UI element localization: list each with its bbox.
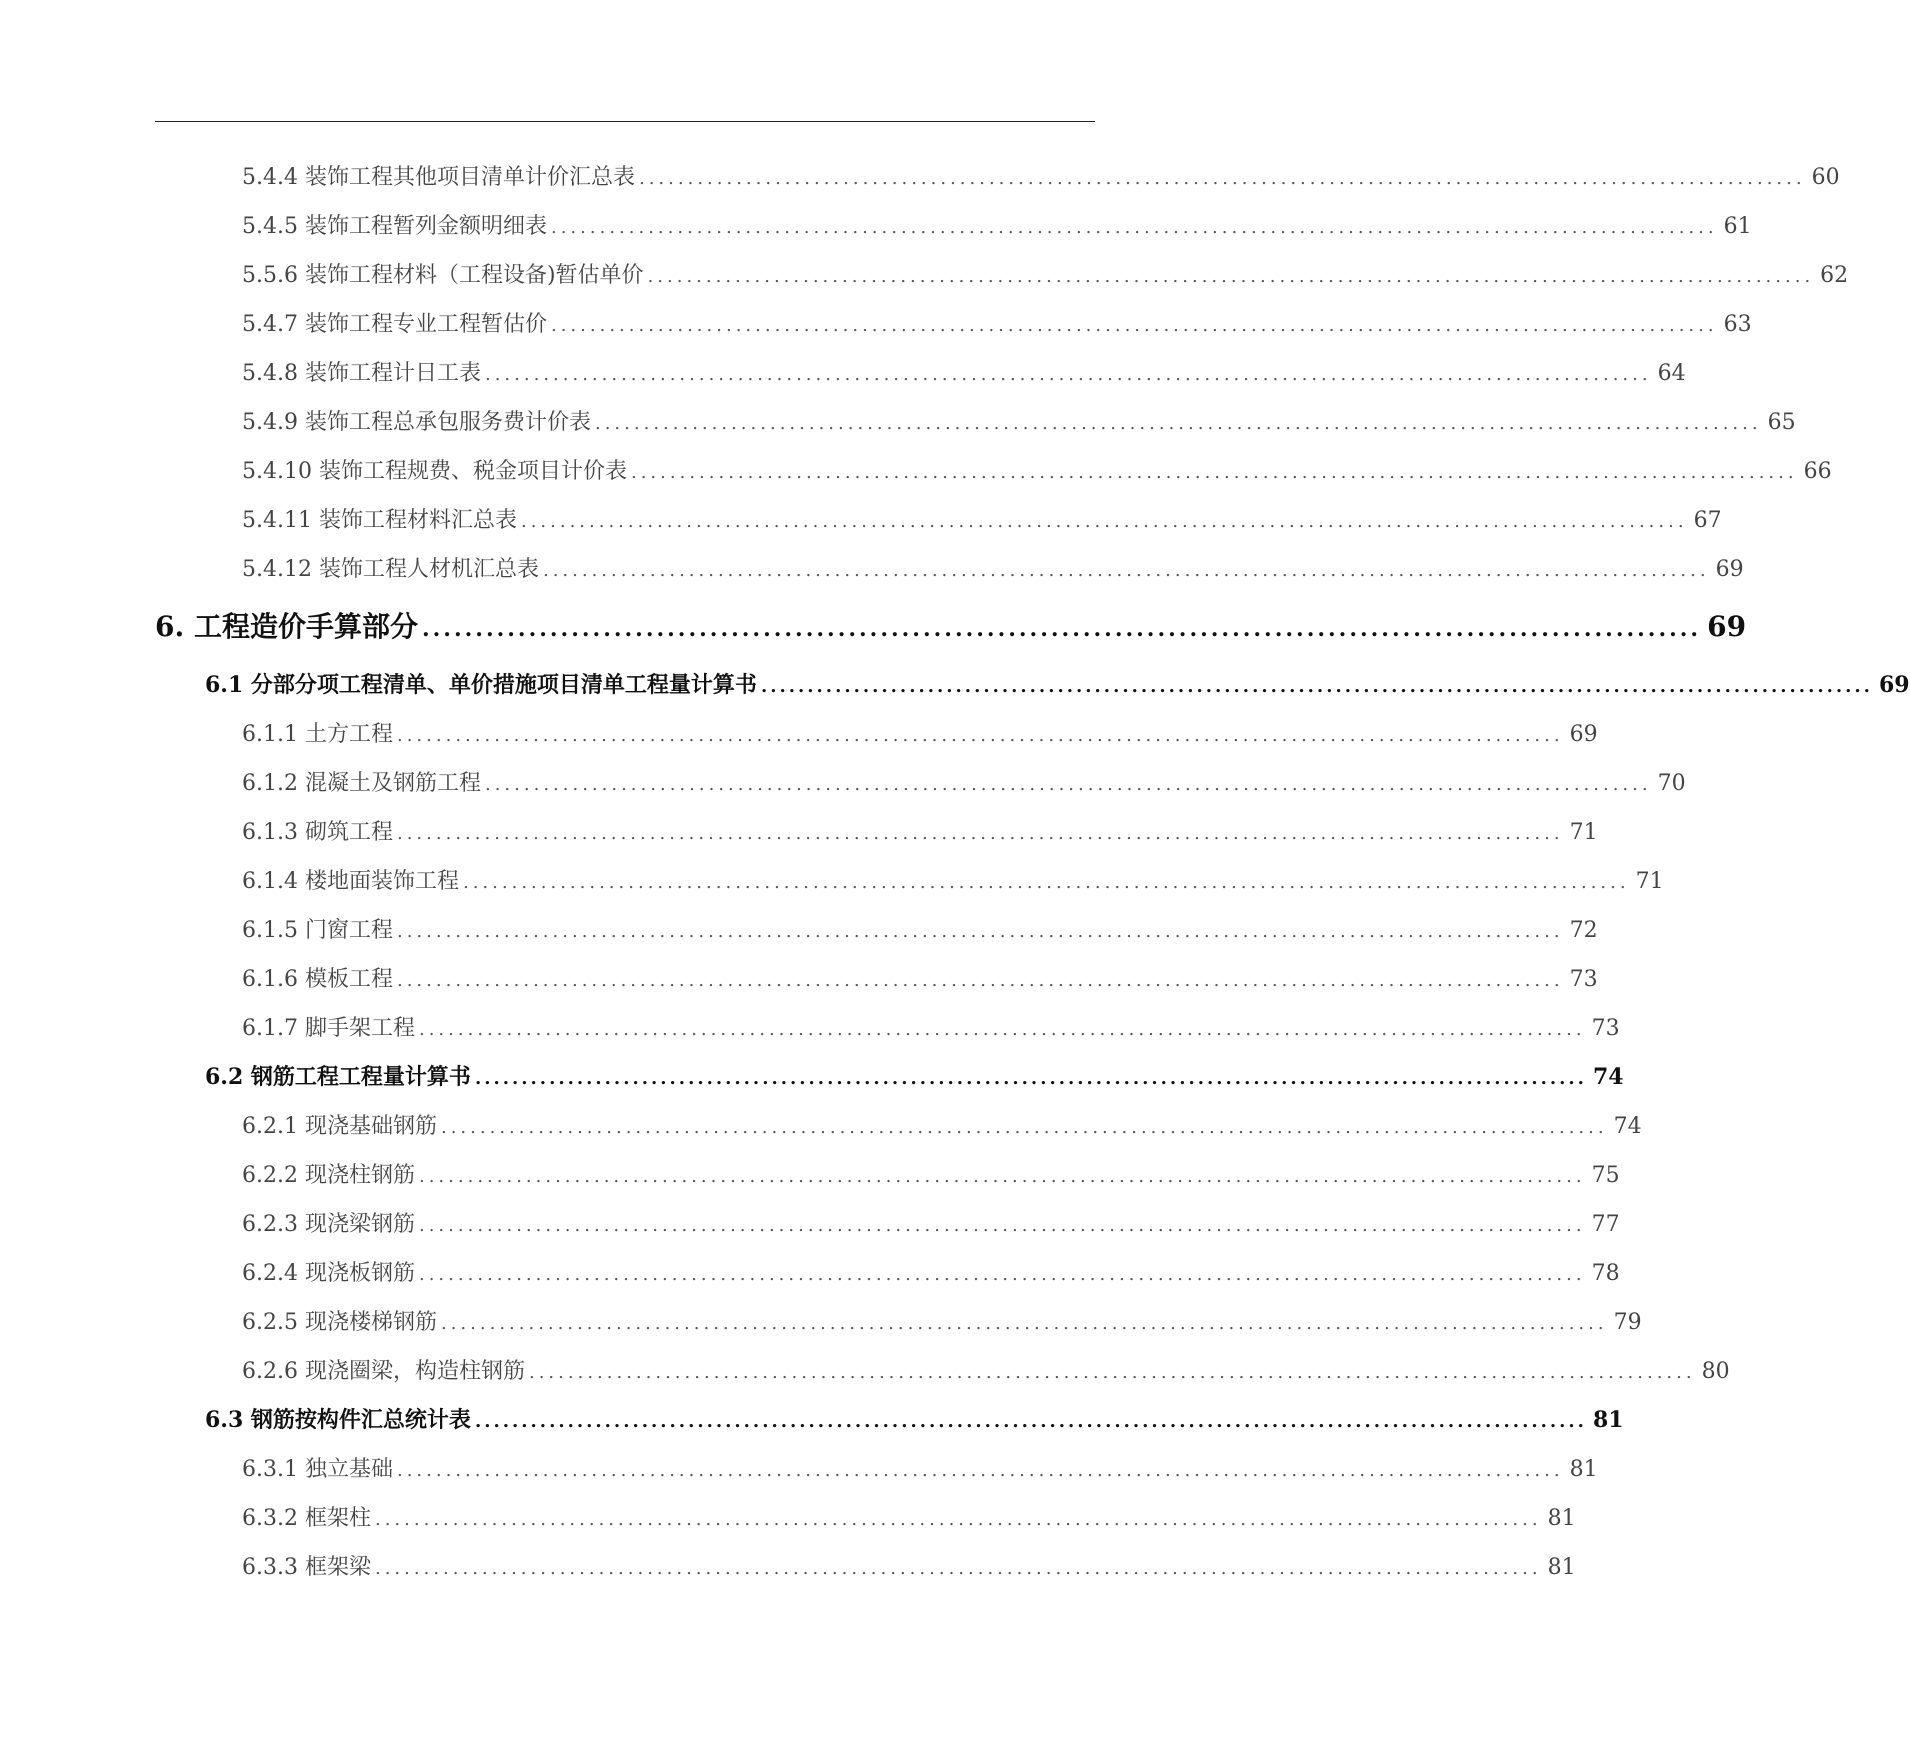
- toc-leader-dots: ........................................................................................................................: [440, 1117, 1608, 1138]
- toc-entry[interactable]: [242, 864, 1664, 895]
- toc-entry-label: 5.5.6 装饰工程材料（工程设备)暂估单价: [242, 263, 644, 288]
- toc-entry-label: 6.1.6 模板工程: [242, 967, 393, 992]
- toc-entry[interactable]: [242, 1011, 1620, 1042]
- toc-leader-dots: ........................................................................................................................: [638, 168, 1806, 189]
- toc-entry[interactable]: [242, 1109, 1642, 1140]
- toc-page-number: 67: [1693, 508, 1722, 533]
- toc-page-number: 78: [1591, 1261, 1620, 1286]
- toc-entry-label: 6.2.6 现浇圈梁，构造柱钢筋: [242, 1359, 525, 1384]
- toc-leader-dots: ........................................................................................................................: [474, 1411, 1587, 1432]
- toc-leader-dots: ........................................................................................................................: [462, 872, 1630, 893]
- toc-entry[interactable]: [242, 815, 1598, 846]
- toc-page-number: 81: [1547, 1506, 1576, 1531]
- toc-leader-dots: ........................................................................................................................: [630, 462, 1798, 483]
- toc-leader-dots: ........................................................................................................................: [374, 1509, 1542, 1530]
- toc-entry-label: 5.4.5 装饰工程暂列金额明细表: [242, 214, 547, 239]
- toc-entry[interactable]: [242, 1158, 1620, 1189]
- toc-page-number: 80: [1701, 1359, 1730, 1384]
- toc-leader-dots: ........................................................................................................................: [418, 1264, 1586, 1285]
- toc-page-number: 74: [1613, 1114, 1642, 1139]
- toc-leader-dots: ........................................................................................................................: [550, 217, 1718, 238]
- toc-entry-label: 6.1.2 混凝土及钢筋工程: [242, 771, 481, 796]
- toc-leader-dots: ........................................................................................................................: [418, 1019, 1586, 1040]
- toc-entry-label: 6.1.4 楼地面装饰工程: [242, 869, 459, 894]
- toc-page-number: 60: [1811, 165, 1840, 190]
- toc-page-number: 74: [1592, 1064, 1624, 1090]
- toc-page-number: 69: [1715, 557, 1744, 582]
- toc-entry-label: 6.1.1 土方工程: [242, 722, 393, 747]
- toc-entry[interactable]: [242, 1256, 1620, 1287]
- toc-section-label: 6.2 钢筋工程工程量计算书: [205, 1064, 471, 1090]
- toc-entry-label: 6.3.3 框架梁: [242, 1555, 371, 1580]
- toc-page-number: 71: [1635, 869, 1664, 894]
- toc-leader-dots: ........................................................................................................................: [484, 364, 1652, 385]
- toc-page-number: 81: [1547, 1555, 1576, 1580]
- toc-leader-dots: ........................................................................................................................: [396, 725, 1564, 746]
- toc-page-number: 70: [1657, 771, 1686, 796]
- toc-entry-label: 5.4.10 装饰工程规费、税金项目计价表: [242, 459, 627, 484]
- toc-leader-dots: ........................................................................................................................: [396, 921, 1564, 942]
- toc-leader-dots: ........................................................................................................................: [418, 1215, 1586, 1236]
- toc-entry[interactable]: [242, 1550, 1576, 1581]
- toc-page-number: 81: [1569, 1457, 1598, 1482]
- toc-entry-label: 5.4.12 装饰工程人材机汇总表: [242, 557, 539, 582]
- toc-chapter-entry[interactable]: [155, 605, 1747, 645]
- toc-entry[interactable]: [242, 160, 1840, 191]
- toc-page-number: 65: [1767, 410, 1796, 435]
- toc-leader-dots: ........................................................................................................................: [647, 266, 1815, 287]
- toc-leader-dots: ........................................................................................................................: [760, 676, 1873, 697]
- toc-page-number: 69: [1878, 672, 1910, 698]
- toc-leader-dots: ........................................................................................................................: [440, 1313, 1608, 1334]
- toc-entry-label: 6.2.4 现浇板钢筋: [242, 1261, 415, 1286]
- toc-page-number: 81: [1592, 1407, 1624, 1433]
- toc-entry-label: 5.4.4 装饰工程其他项目清单计价汇总表: [242, 165, 635, 190]
- toc-page-number: 61: [1723, 214, 1752, 239]
- toc-entry-label: 5.4.9 装饰工程总承包服务费计价表: [242, 410, 591, 435]
- toc-section-label: 6.1 分部分项工程清单、单价措施项目清单工程量计算书: [205, 672, 757, 698]
- toc-entry-label: 5.4.8 装饰工程计日工表: [242, 361, 481, 386]
- toc-entry[interactable]: [242, 552, 1744, 583]
- toc-entry[interactable]: [242, 454, 1832, 485]
- toc-entry-label: 6.1.5 门窗工程: [242, 918, 393, 943]
- toc-page-number: 73: [1591, 1016, 1620, 1041]
- toc-leader-dots: ........................................................................................................................: [542, 560, 1710, 581]
- toc-section-entry[interactable]: [205, 668, 1910, 699]
- toc-entry-label: 6.2.1 现浇基础钢筋: [242, 1114, 437, 1139]
- toc-section-entry[interactable]: [205, 1403, 1624, 1434]
- toc-entry[interactable]: [242, 1354, 1730, 1385]
- toc-entry[interactable]: [242, 307, 1752, 338]
- toc-entry[interactable]: [242, 209, 1752, 240]
- toc-entry-label: 5.4.7 装饰工程专业工程暂估价: [242, 312, 547, 337]
- toc-leader-dots: ........................................................................................................................: [528, 1362, 1696, 1383]
- toc-page-number: 72: [1569, 918, 1598, 943]
- toc-chapter-label: 6. 工程造价手算部分: [155, 610, 418, 643]
- toc-page-number: 75: [1591, 1163, 1620, 1188]
- toc-entry-label: 6.3.2 框架柱: [242, 1506, 371, 1531]
- toc-entry-label: 6.3.1 独立基础: [242, 1457, 393, 1482]
- toc-leader-dots: ........................................................................................................................: [374, 1558, 1542, 1579]
- toc-entry-label: 6.2.3 现浇梁钢筋: [242, 1212, 415, 1237]
- toc-page-number: 79: [1613, 1310, 1642, 1335]
- toc-page-number: 69: [1707, 610, 1747, 643]
- toc-leader-dots: ........................................................................................................................: [474, 1068, 1587, 1089]
- toc-leader-dots: ........................................................................................................................: [520, 511, 1688, 532]
- toc-entry[interactable]: [242, 405, 1796, 436]
- toc-entry[interactable]: [242, 1501, 1576, 1532]
- toc-entry[interactable]: [242, 1207, 1620, 1238]
- toc-page-number: 73: [1569, 967, 1598, 992]
- toc-entry-label: 5.4.11 装饰工程材料汇总表: [242, 508, 517, 533]
- toc-leader-dots: ........................................................................................................................: [396, 1460, 1564, 1481]
- toc-leader-dots: ........................................................................................................................: [418, 1166, 1586, 1187]
- toc-entry[interactable]: [242, 717, 1598, 748]
- toc-entry[interactable]: [242, 1305, 1642, 1336]
- toc-page-number: 63: [1723, 312, 1752, 337]
- toc-entry-label: 6.2.5 现浇楼梯钢筋: [242, 1310, 437, 1335]
- toc-entry-label: 6.2.2 现浇柱钢筋: [242, 1163, 415, 1188]
- toc-entry[interactable]: [242, 913, 1598, 944]
- toc-page-number: 77: [1591, 1212, 1620, 1237]
- toc-entry[interactable]: [242, 1452, 1598, 1483]
- toc-entry[interactable]: [242, 258, 1849, 289]
- toc-section-entry[interactable]: [205, 1060, 1624, 1091]
- toc-leader-dots: ........................................................................................................................: [550, 315, 1718, 336]
- toc-leader-dots: ........................................................................................................................: [594, 413, 1762, 434]
- toc-entry-label: 6.1.7 脚手架工程: [242, 1016, 415, 1041]
- toc-leader-dots: ........................................................................................................................: [421, 616, 1702, 642]
- toc-page-number: 62: [1820, 263, 1849, 288]
- toc-leader-dots: ........................................................................................................................: [396, 823, 1564, 844]
- toc-page-number: 69: [1569, 722, 1598, 747]
- toc-entry-label: 6.1.3 砌筑工程: [242, 820, 393, 845]
- toc-entry[interactable]: [242, 356, 1686, 387]
- toc-section-label: 6.3 钢筋按构件汇总统计表: [205, 1407, 471, 1433]
- toc-leader-dots: ........................................................................................................................: [484, 774, 1652, 795]
- toc-page-number: 66: [1803, 459, 1832, 484]
- toc-entry[interactable]: [242, 503, 1722, 534]
- toc-entry[interactable]: [242, 766, 1686, 797]
- toc-entry[interactable]: [242, 962, 1598, 993]
- toc-leader-dots: ........................................................................................................................: [396, 970, 1564, 991]
- toc-page-number: 64: [1657, 361, 1686, 386]
- toc-page-number: 71: [1569, 820, 1598, 845]
